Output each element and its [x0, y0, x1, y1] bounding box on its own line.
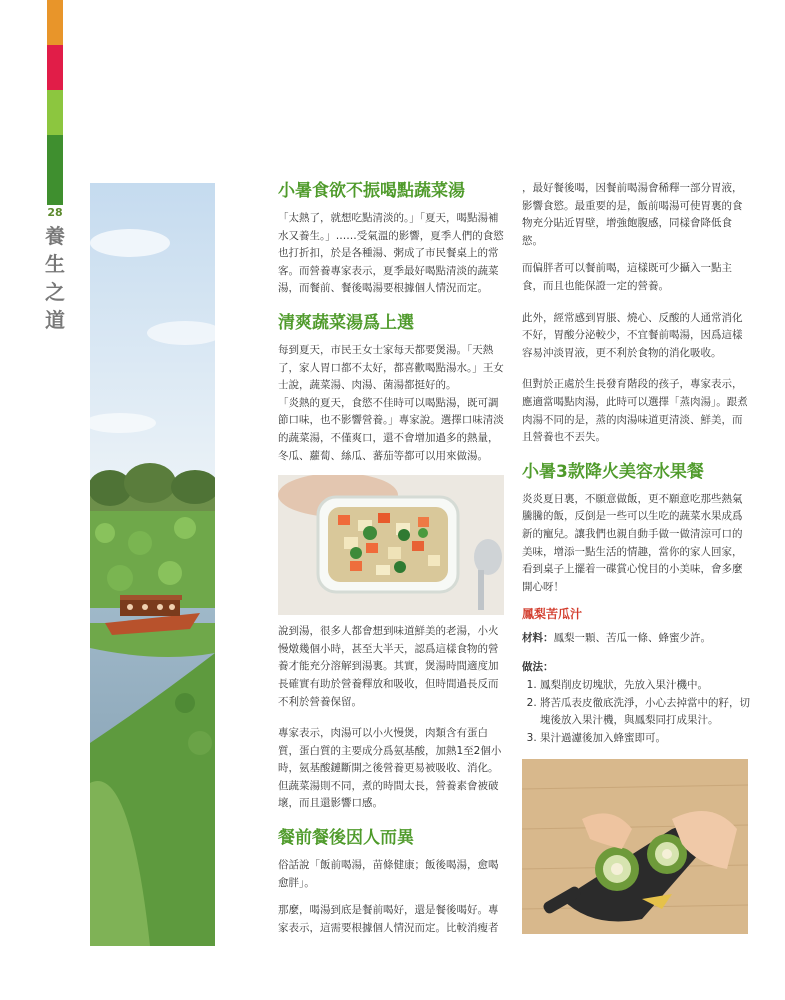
section-title: 養生之道 — [45, 224, 65, 332]
method-step: 1. 鳳梨削皮切塊狀，先放入果汁機中。 — [540, 677, 750, 695]
paragraph: 「炎熱的夏天，食慾不佳時可以喝點湯，既可調節口味，也不影響營養。」專家說。選擇口味清淡的蔬菜湯，不僅爽口，還不會增加過多的熱量，冬瓜、蘿蔔、絲瓜、蕃茄等都可以用來做湯。 — [278, 396, 504, 462]
paragraph: 專家表示，肉湯可以小火慢煲，肉類含有蛋白質，蛋白質的主要成分爲氨基酸，加熱1至2個小時，氨基酸鏈斷開之後營養更易被吸收、消化。但蔬菜湯則不同，煮的時間太長，營養素會被破壞，而且還影響口感。 — [278, 727, 502, 810]
heading-fruit-meals: 小暑3款降火美容水果餐 — [522, 461, 704, 482]
paragraph: 此外，經常感到胃脹、燒心、反酸的人通常消化不好，胃酸分泌較少，不宜餐前喝湯，因爲這樣容易沖淡胃液，更不利於食物的消化吸收。 — [522, 311, 743, 359]
paragraph: 俗話說「飯前喝湯，苗條健康；飯後喝湯，愈喝愈胖」。 — [278, 859, 499, 889]
recipe-title: 鳳梨苦瓜汁 — [522, 607, 583, 622]
page-number: 28 — [47, 206, 63, 219]
article-column-right — [522, 180, 750, 934]
paragraph: 「太熱了，就想吃點清淡的。」「夏天，喝點湯補水又養生。」……受氣溫的影響，夏季人們的食慾也打折扣，於是各種湯、粥成了市民餐桌上的常客。而營養專家表示，夏季最好喝點清淡的蔬菜湯，而餐前、餐後喝湯要根據個人情況而定。 — [278, 212, 504, 295]
color-strip-green — [47, 135, 63, 205]
color-strip-orange — [47, 0, 63, 45]
heading-loss-of-appetite: 小暑食欲不振喝點蔬菜湯 — [278, 181, 465, 201]
bitter-melon-photo — [522, 759, 748, 934]
method-steps — [522, 677, 750, 747]
method-step: 2. 將苦瓜表皮徹底洗淨，小心去掉當中的籽，切塊後放入果汁機，與鳳梨同打成果汁。 — [540, 695, 750, 730]
paragraph: ，最好餐後喝，因餐前喝湯會稀釋一部分胃液，影響食慾。最重要的是，飯前喝湯可使胃裏的食物充分貼近胃壁，增強飽腹感，同樣會降低食慾。 — [522, 182, 743, 247]
heading-vegetable-soup: 清爽蔬菜湯爲上選 — [278, 312, 414, 333]
method-step: 3. 果汁過濾後加入蜂蜜即可。 — [540, 730, 750, 748]
color-strip-lightgreen — [47, 90, 63, 135]
paragraph: 每到夏天，市民王女士家每天都要煲湯。「天熱了，家人胃口都不太好，都喜歡喝點湯水。」王女士說，蔬菜湯、肉湯、菌湯都挺好的。 — [278, 343, 504, 392]
paragraph: 說到湯，很多人都會想到味道鮮美的老湯，小火慢燉幾個小時，甚至大半天，認爲這樣食物的營養才能充分溶解到湯裏。其實，煲湯時間適度加長確實有助於營養釋放和吸收，但時間過長反而不利於營養保留。 — [278, 625, 499, 708]
paragraph: 那麼，喝湯到底是餐前喝好，還是餐後喝好。專家表示，這需要根據個人情況而定。比較消瘦者 — [278, 904, 499, 934]
paragraph: 炎炎夏日裏，不願意做飯，更不願意吃那些熱氣騰騰的飯，反倒是一些可以生吃的蔬菜水果成爲新的寵兒。讓我們也親自動手做一做清涼可口的美味，增添一點生活的情趣，當你的家人回家，看到桌子上擺着一碟賞心悅目的小美味，會多麼開心呀！ — [522, 492, 743, 593]
vegetable-soup-photo — [278, 475, 504, 615]
method-label: 做法： — [522, 661, 554, 674]
paragraph: 但對於正處於生長發育階段的孩子，專家表示，應適當喝點肉湯，此時可以選擇「蒸肉湯」。跟煮肉湯不同的是，蒸的肉湯味道更清淡、鮮美，而且營養也不丟失。 — [522, 378, 748, 444]
ingredients-label: 材料： — [522, 631, 554, 644]
ingredients-text: 鳳梨一顆、苦瓜一條、蜂蜜少許。 — [553, 631, 711, 644]
ingredients — [522, 630, 750, 648]
paragraph: 而偏胖者可以餐前喝，這樣既可少攝入一點主食，而且也能保證一定的營養。 — [522, 262, 732, 292]
lake-boat-photo — [90, 183, 215, 946]
color-strip-red — [47, 45, 63, 90]
heading-before-after-meal: 餐前餐後因人而異 — [278, 828, 414, 849]
article-column-left — [278, 180, 504, 947]
